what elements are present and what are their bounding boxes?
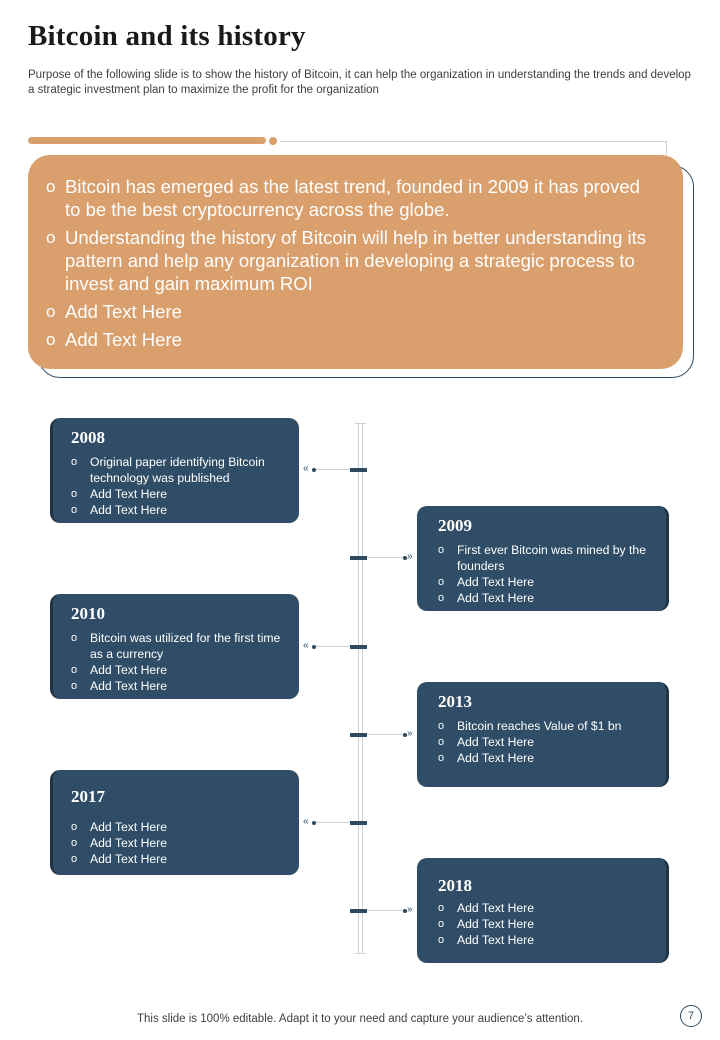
card-item xyxy=(438,750,648,766)
intro-item-text: Bitcoin has emerged as the latest trend, founded in 2009 it has proved to be the best cryptocurrency across the globe. xyxy=(65,176,640,220)
card-item-text: Add Text Here xyxy=(90,487,168,501)
intro-box xyxy=(28,155,683,369)
card-item xyxy=(71,454,281,486)
arrow-right-icon: » xyxy=(407,551,413,562)
card-list xyxy=(438,900,648,948)
accent-vline xyxy=(666,141,667,155)
timeline-card-2010 xyxy=(50,594,299,699)
bullet-icon: o xyxy=(71,504,78,516)
arrow-right-icon: » xyxy=(407,904,413,915)
bullet-icon: o xyxy=(46,228,56,247)
bullet-icon: o xyxy=(438,934,445,946)
card-year: 2010 xyxy=(71,604,105,623)
card-list xyxy=(438,542,648,606)
card-list xyxy=(71,819,281,867)
arrow-left-icon: « xyxy=(303,640,309,651)
bullet-icon: o xyxy=(438,720,445,732)
card-item-text: Add Text Here xyxy=(90,820,168,834)
card-year: 2009 xyxy=(438,516,472,535)
card-item xyxy=(71,851,281,867)
card-item-text: Add Text Here xyxy=(457,933,535,947)
card-item xyxy=(438,590,648,606)
card-item-text: Add Text Here xyxy=(90,663,168,677)
footer-text: This slide is 100% editable. Adapt it to your need and capture your audience’s attention. xyxy=(136,1013,584,1025)
card-item-text: Add Text Here xyxy=(90,679,168,693)
card-item xyxy=(71,819,281,835)
bullet-icon: o xyxy=(46,177,56,196)
bullet-icon: o xyxy=(71,821,78,833)
page-number-badge: 7 xyxy=(680,1005,702,1027)
bullet-icon: o xyxy=(71,664,78,676)
card-list xyxy=(71,454,281,518)
connector-dot xyxy=(312,468,316,472)
card-item xyxy=(438,542,648,574)
accent-bar xyxy=(28,137,266,144)
intro-item-text: Add Text Here xyxy=(65,301,182,322)
timeline-tick xyxy=(350,909,367,913)
card-item-text: Add Text Here xyxy=(457,575,535,589)
card-item-text: First ever Bitcoin was mined by the founders xyxy=(457,543,646,573)
card-year: 2013 xyxy=(438,692,472,711)
card-item-text: Bitcoin reaches Value of $1 bn xyxy=(457,719,622,733)
timeline-card-2008 xyxy=(50,418,299,523)
bullet-icon: o xyxy=(438,576,445,588)
arrow-right-icon: » xyxy=(407,728,413,739)
bullet-icon: o xyxy=(71,488,78,500)
card-item-text: Add Text Here xyxy=(457,901,535,915)
connector-line xyxy=(312,822,350,823)
bullet-icon: o xyxy=(46,302,56,321)
arrow-left-icon: « xyxy=(303,463,309,474)
card-item xyxy=(71,630,281,662)
bullet-icon: o xyxy=(71,853,78,865)
card-item-text: Add Text Here xyxy=(457,751,535,765)
card-item xyxy=(71,502,281,518)
timeline-tick xyxy=(350,821,367,825)
bullet-icon: o xyxy=(438,902,445,914)
card-item xyxy=(71,678,281,694)
accent-line xyxy=(280,141,666,142)
intro-item xyxy=(46,226,659,295)
bullet-icon: o xyxy=(438,918,445,930)
bullet-icon: o xyxy=(438,752,445,764)
timeline-tick xyxy=(350,733,367,737)
connector-line xyxy=(367,557,405,558)
card-list xyxy=(71,630,281,694)
card-item-text: Add Text Here xyxy=(457,917,535,931)
bullet-icon: o xyxy=(71,456,78,468)
connector-line xyxy=(367,734,405,735)
card-list xyxy=(438,718,648,766)
card-item-text: Add Text Here xyxy=(90,836,168,850)
card-item-text: Add Text Here xyxy=(457,591,535,605)
bullet-icon: o xyxy=(71,632,78,644)
timeline-tick xyxy=(350,468,367,472)
card-item xyxy=(438,734,648,750)
connector-line xyxy=(312,646,350,647)
card-item xyxy=(71,486,281,502)
timeline-axis-cap-top xyxy=(355,423,366,424)
connector-dot xyxy=(312,821,316,825)
card-item-text: Add Text Here xyxy=(90,503,168,517)
timeline-tick xyxy=(350,556,367,560)
intro-item xyxy=(46,328,659,351)
connector-dot xyxy=(312,645,316,649)
connector-line xyxy=(312,469,350,470)
card-item-text: Bitcoin was utilized for the first time as a currency xyxy=(90,631,281,661)
card-item-text: Add Text Here xyxy=(90,852,168,866)
card-item-text: Add Text Here xyxy=(457,735,535,749)
timeline-card-2009 xyxy=(417,506,669,611)
bullet-icon: o xyxy=(438,736,445,748)
bullet-icon: o xyxy=(46,330,56,349)
card-item-text: Original paper identifying Bitcoin technology was published xyxy=(90,455,265,485)
timeline-axis-cap-bottom xyxy=(355,953,366,954)
intro-item xyxy=(46,300,659,323)
timeline-axis xyxy=(358,423,363,953)
intro-list xyxy=(46,175,659,351)
card-item xyxy=(71,662,281,678)
page-title: Bitcoin and its history xyxy=(28,20,306,52)
card-year: 2008 xyxy=(71,428,105,447)
card-year: 2017 xyxy=(71,787,105,806)
bullet-icon: o xyxy=(71,680,78,692)
bullet-icon: o xyxy=(71,837,78,849)
timeline-tick xyxy=(350,645,367,649)
intro-item-text: Add Text Here xyxy=(65,329,182,350)
bullet-icon: o xyxy=(438,544,445,556)
card-item xyxy=(438,916,648,932)
card-item xyxy=(438,900,648,916)
arrow-left-icon: « xyxy=(303,816,309,827)
card-item xyxy=(438,574,648,590)
intro-item-text: Understanding the history of Bitcoin will help in better understanding its pattern and help any organization in developing a strategic process to invest and gain maximum ROI xyxy=(65,227,647,294)
accent-dot xyxy=(269,137,277,145)
card-year: 2018 xyxy=(438,876,472,895)
timeline-card-2013 xyxy=(417,682,669,787)
card-item xyxy=(438,932,648,948)
bullet-icon: o xyxy=(438,592,445,604)
timeline-card-2017 xyxy=(50,770,299,875)
timeline-card-2018 xyxy=(417,858,669,963)
intro-item xyxy=(46,175,659,221)
card-item xyxy=(71,835,281,851)
card-item xyxy=(438,718,648,734)
connector-line xyxy=(367,910,405,911)
page-subtitle: Purpose of the following slide is to show the history of Bitcoin, it can help the organization in understanding the trends and develop a strategic investment plan to maximize the profit for the organization xyxy=(28,69,691,96)
